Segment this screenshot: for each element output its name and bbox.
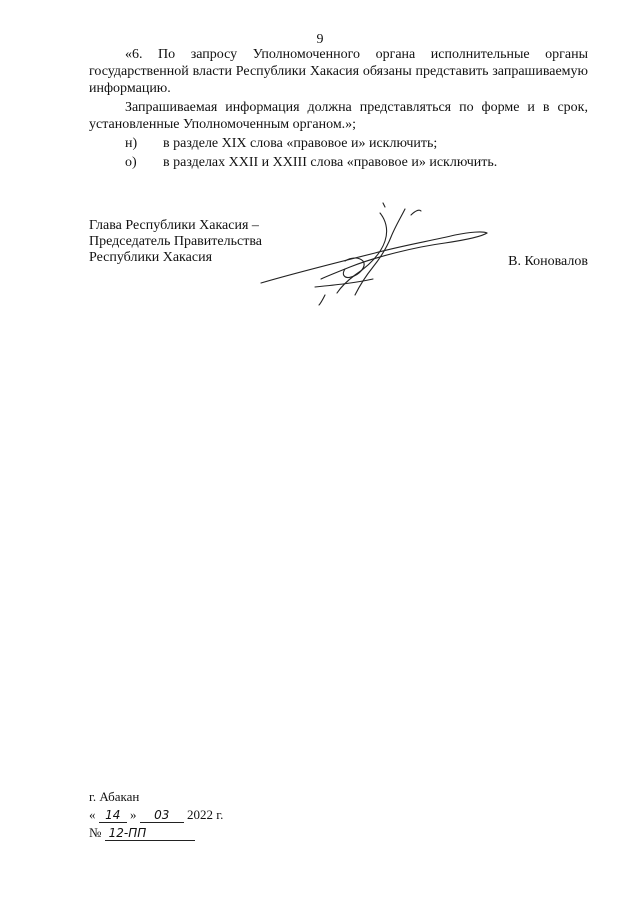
date-line	[89, 806, 223, 824]
date-day: 14	[99, 809, 127, 823]
paragraph-6: «6. По запросу Уполномоченного органа исполнительные органы государственной власти Республики Хакасия обязаны представить запрашиваемую информацию.	[89, 47, 588, 96]
list-item-text: в разделах XXII и XXIII слова «правовое и» исключить.	[163, 155, 498, 170]
number-line	[89, 824, 223, 842]
date-year: 2022 г.	[187, 807, 224, 822]
signer-title-line-1: Глава Республики Хакасия –	[89, 218, 259, 233]
signer-name: В. Коновалов	[508, 254, 588, 269]
list-marker: н)	[125, 136, 138, 151]
list-item-o	[89, 154, 588, 171]
document-footer	[89, 788, 223, 842]
date-open-quote: «	[89, 807, 96, 822]
paragraph-requested-info: Запрашиваемая информация должна представляться по форме и в срок, установленные Уполномоченным органом.»;	[89, 100, 588, 132]
city: г. Абакан	[89, 789, 140, 804]
number-label: №	[89, 825, 102, 840]
signer-title-line-2: Председатель Правительства	[89, 234, 262, 249]
document-body	[89, 46, 588, 173]
signer-title-line-3: Республики Хакасия	[89, 250, 213, 265]
list-item-text: в разделе XIX слова «правовое и» исключить;	[163, 136, 438, 151]
list-marker: о)	[125, 155, 137, 170]
list-item-n	[89, 135, 588, 152]
date-close-quote: »	[130, 807, 137, 822]
date-month: 03	[140, 809, 184, 823]
document-number: 12-ПП	[105, 827, 195, 841]
page-number: 9	[316, 32, 324, 47]
handwritten-signature	[255, 195, 495, 310]
